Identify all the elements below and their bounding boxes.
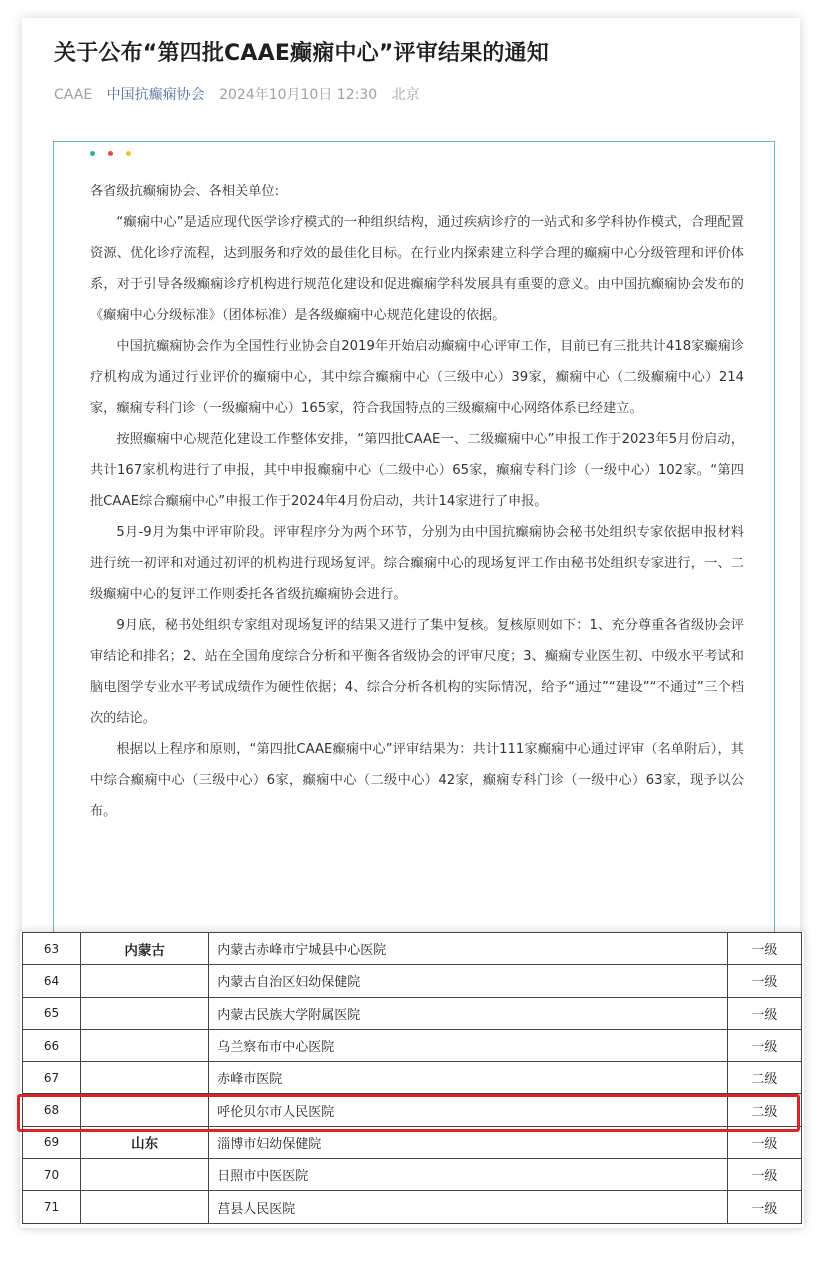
- article-title: 关于公布“第四批CAAE癫痫中心”评审结果的通知: [54, 41, 549, 66]
- table-row: [23, 1029, 802, 1061]
- article-body: [90, 176, 744, 827]
- table-row: [23, 965, 802, 997]
- row-province: [81, 1094, 209, 1126]
- row-number: 71: [23, 1191, 81, 1223]
- meta-source: CAAE: [54, 87, 93, 103]
- table-row: [23, 1191, 802, 1223]
- table-row: [23, 933, 802, 965]
- decor-dot: [90, 151, 95, 156]
- decor-dot: [108, 151, 113, 156]
- row-hospital: 乌兰察布市中心医院: [209, 1029, 728, 1061]
- meta-location: 北京: [391, 87, 420, 103]
- row-level: 一级: [727, 933, 801, 965]
- row-province: [81, 1159, 209, 1191]
- row-province: [81, 997, 209, 1029]
- salutation: 各省级抗癫痫协会、各相关单位:: [90, 184, 280, 199]
- article-meta: [54, 84, 430, 104]
- article-card: [22, 18, 800, 938]
- row-number: 69: [23, 1126, 81, 1158]
- row-level: 一级: [727, 997, 801, 1029]
- row-province: [81, 1062, 209, 1094]
- results-table-screenshot: [20, 932, 804, 1228]
- row-province: [81, 1029, 209, 1061]
- paragraph: 9月底，秘书处组织专家组对现场复评的结果又进行了集中复核。复核原则如下：1、充分尊重各省级协会评审结论和排名；2、站在全国角度综合分析和平衡各省级协会的评审尺度；3、癫痫专业医生初、中级水平考试和脑电图学专业水平考试成绩作为硬性依据；4、综合分析各机构的实际情况，给予“通过”“建设”“不通过”三个档次的结论。: [90, 618, 744, 726]
- table-row: [23, 1062, 802, 1094]
- decor-dots: [90, 151, 139, 157]
- row-province: 山东: [81, 1126, 209, 1158]
- row-hospital: 赤峰市医院: [209, 1062, 728, 1094]
- meta-datetime: 2024年10月10日 12:30: [219, 87, 378, 103]
- row-level: 一级: [727, 965, 801, 997]
- row-province: [81, 1191, 209, 1223]
- row-province: 内蒙古: [81, 933, 209, 965]
- row-number: 70: [23, 1159, 81, 1191]
- row-hospital: 呼伦贝尔市人民医院: [209, 1094, 728, 1126]
- row-hospital: 内蒙古自治区妇幼保健院: [209, 965, 728, 997]
- row-hospital: 内蒙古赤峰市宁城县中心医院: [209, 933, 728, 965]
- row-hospital: 日照市中医医院: [209, 1159, 728, 1191]
- row-number: 64: [23, 965, 81, 997]
- results-table: [22, 932, 802, 1224]
- row-number: 68: [23, 1094, 81, 1126]
- paragraph: 中国抗癫痫协会作为全国性行业协会自2019年开始启动癫痫中心评审工作，目前已有三批共计418家癫痫诊疗机构成为通过行业评价的癫痫中心，其中综合癫痫中心（三级中心）39家，癫痫中心（二级癫痫中心）214家，癫痫专科门诊（一级癫痫中心）165家，符合我国特点的三级癫痫中心网络体系已经建立。: [90, 339, 744, 416]
- table-row: [23, 997, 802, 1029]
- paragraph: 5月-9月为集中评审阶段。评审程序分为两个环节，分别为由中国抗癫痫协会秘书处组织专家依据申报材料进行统一初评和对通过初评的机构进行现场复评。综合癫痫中心的现场复评工作由秘书处组织专家进行，一、二级癫痫中心的复评工作则委托各省级抗癫痫协会进行。: [90, 525, 744, 602]
- row-level: 一级: [727, 1191, 801, 1223]
- row-hospital: 莒县人民医院: [209, 1191, 728, 1223]
- table-row: [23, 1126, 802, 1158]
- table-row-highlighted: [23, 1094, 802, 1126]
- row-level: 一级: [727, 1029, 801, 1061]
- row-number: 67: [23, 1062, 81, 1094]
- row-level: 二级: [727, 1094, 801, 1126]
- meta-org-link[interactable]: 中国抗癫痫协会: [106, 87, 205, 103]
- paragraph: 按照癫痫中心规范化建设工作整体安排，“第四批CAAE一、二级癫痫中心”申报工作于2023年5月份启动，共计167家机构进行了申报，其中申报癫痫中心（二级中心）65家，癫痫专科门诊（一级中心）102家。“第四批CAAE综合癫痫中心”申报工作于2024年4月份启动，共计14家进行了申报。: [90, 432, 744, 509]
- row-province: [81, 965, 209, 997]
- row-hospital: 淄博市妇幼保健院: [209, 1126, 728, 1158]
- row-number: 66: [23, 1029, 81, 1061]
- article-content-box: [53, 141, 775, 938]
- table-row: [23, 1159, 802, 1191]
- row-hospital: 内蒙古民族大学附属医院: [209, 997, 728, 1029]
- row-number: 65: [23, 997, 81, 1029]
- decor-dot: [126, 151, 131, 156]
- row-level: 一级: [727, 1159, 801, 1191]
- row-level: 一级: [727, 1126, 801, 1158]
- paragraph: 根据以上程序和原则，“第四批CAAE癫痫中心”评审结果为：共计111家癫痫中心通过评审（名单附后），其中综合癫痫中心（三级中心）6家，癫痫中心（二级中心）42家，癫痫专科门诊（一级中心）63家，现予以公布。: [90, 742, 744, 819]
- row-level: 二级: [727, 1062, 801, 1094]
- row-number: 63: [23, 933, 81, 965]
- paragraph: “癫痫中心”是适应现代医学诊疗模式的一种组织结构，通过疾病诊疗的一站式和多学科协作模式，合理配置资源、优化诊疗流程，达到服务和疗效的最佳化目标。在行业内探索建立科学合理的癫痫中心分级管理和评价体系，对于引导各级癫痫诊疗机构进行规范化建设和促进癫痫学科发展具有重要的意义。由中国抗癫痫协会发布的《癫痫中心分级标准》（团体标准）是各级癫痫中心规范化建设的依据。: [90, 215, 744, 323]
